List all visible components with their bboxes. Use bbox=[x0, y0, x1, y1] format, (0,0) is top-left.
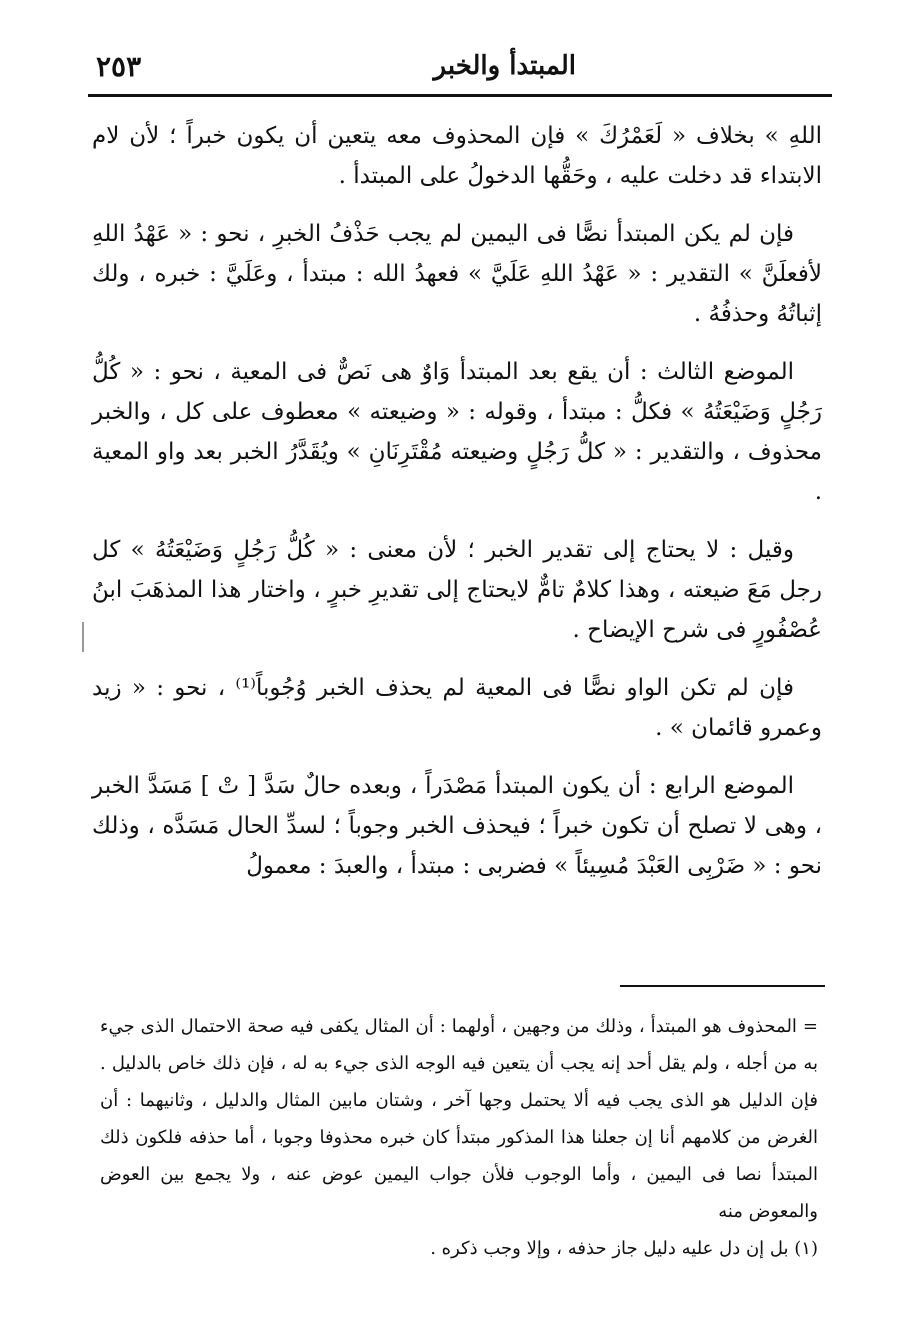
paragraph: اللهِ » بخلاف « لَعَمْرُكَ » فإن المحذوف معه يتعين أن يكون خبراً ؛ لأن لام الابتداء قد دخلت عليه ، وحَقُّها الدخولُ على المبتدأ . bbox=[92, 123, 822, 189]
paragraph: الموضع الرابع : أن يكون المبتدأ مَصْدَراً ، وبعده حالٌ سَدَّ [ تْ ] مَسَدَّ الخبر ، وهى لا تصلح أن تكون خبراً ؛ فيحذف الخبر وجوباً ؛ لسدِّ الحال مَسَدَّه ، وذلك نحو : « ضَرْبِى العَبْدَ مُسِيئاً » فضربى : مبتدأ ، والعبدَ : معمولُ bbox=[92, 773, 822, 879]
paragraph: فإن لم تكن الواو نصًّا فى المعية لم يحذف الخبر وُجُوباً⁽¹⁾ ، نحو : « زيد وعمرو قائمان » . bbox=[92, 675, 822, 741]
paragraph: الموضع الثالث : أن يقع بعد المبتدأ وَاوٌ هى نَصٌّ فى المعية ، نحو : « كُلُّ رَجُلٍ وَضَيْعَتُهُ » فكلُّ : مبتدأ ، وقوله : « وضيعته » معطوف على كل ، والخبر محذوف ، والتقدير : « كلُّ رَجُلٍ وضيعته مُقْتَرِنَانِ » ويُقَدَّرُ الخبر بعد واو المعية . bbox=[92, 359, 822, 505]
footnote: (١) بل إن دل عليه دليل جاز حذفه ، وإلا وجب ذكره . bbox=[430, 1238, 818, 1259]
page-number: ٢٥٣ bbox=[96, 49, 142, 83]
paragraph: فإن لم يكن المبتدأ نصًّا فى اليمين لم يجب حَذْفُ الخبرِ ، نحو : « عَهْدُ اللهِ لأفعلَنَّ » التقدير : « عَهْدُ اللهِ عَلَيَّ » فعهدُ الله : مبتدأ ، وعَلَيَّ : خبره ، ولك إثباتُهُ وحذفُهُ . bbox=[92, 221, 822, 327]
paragraph: وقيل : لا يحتاج إلى تقدير الخبر ؛ لأن معنى : « كُلُّ رَجُلٍ وَضَيْعَتُهُ » كل رجل مَعَ ضيعته ، وهذا كلامٌ تامٌّ لايحتاج إلى تقديرِ خبرٍ ، واختار هذا المذهَبَ ابنُ عُصْفُورٍ فى شرح الإيضاح . bbox=[92, 537, 822, 643]
footnote-rule bbox=[620, 985, 825, 987]
margin-mark bbox=[82, 622, 84, 652]
main-text bbox=[92, 116, 822, 904]
running-title: المبتدأ والخبر bbox=[433, 51, 576, 81]
header-rule bbox=[88, 94, 832, 97]
footnote: = المحذوف هو المبتدأ ، وذلك من وجهين ، أولهما : أن المثال يكفى فيه صحة الاحتمال الذى جيء به من أجله ، ولم يقل أحد إنه يجب أن يتعين فيه الوجه الذى جيء به له ، فإن ذلك خاص بالدليل . فإن الدليل هو الذى يجب فيه ألا يحتمل وجها آخر ، وشتان مابين المثال والدليل ، وثانيهما : أن الغرض من كلامهم أنا إن جعلنا هذا المذكور مبتدأ كان خبره محذوفا وجوبا ، أما حذفه فلكون ذلك المبتدأ نصا فى اليمين ، وأما الوجوب فلأن جواب اليمين عوض عنه ، ولا يجمع بين العوض والمعوض منه bbox=[100, 1016, 818, 1222]
page-header bbox=[96, 44, 826, 88]
footnotes bbox=[100, 1008, 818, 1267]
